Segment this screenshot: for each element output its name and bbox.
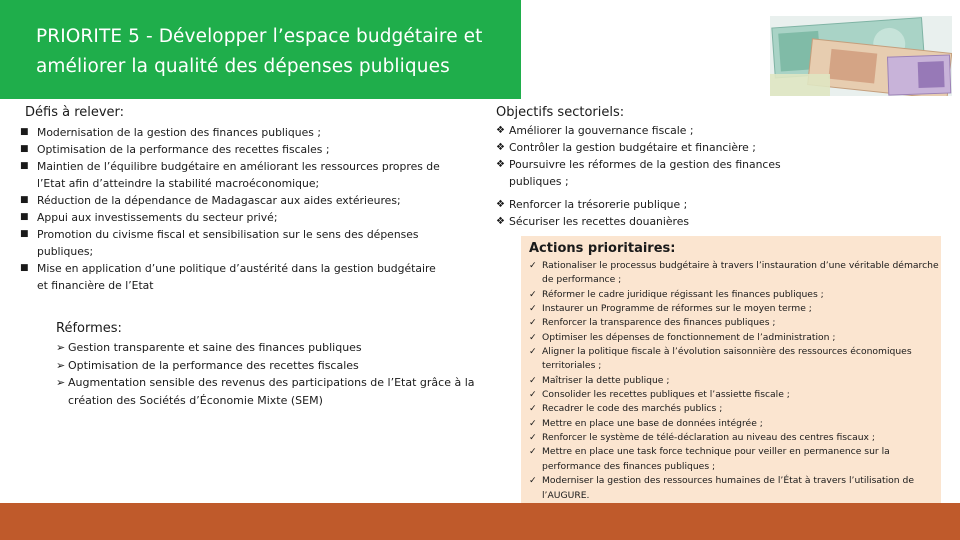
arrow-bullet-icon: ➢ xyxy=(56,341,66,354)
actions-list xyxy=(529,259,939,503)
list-item: ✓ Aligner la politique fiscale à l’évolution saisonnière des ressources économiques territoriales ; xyxy=(529,346,912,372)
diamond-bullet-icon: ❖ xyxy=(496,125,505,136)
list-item: ❖ Contrôler la gestion budgétaire et financière ; xyxy=(496,141,756,154)
list-item: ✓ Mettre en place une base de données intégrée ; xyxy=(529,417,939,431)
checkmark-icon: ✓ xyxy=(529,346,537,358)
list-item: ✓ Renforcer le système de télé-déclaration au niveau des centres fiscaux ; xyxy=(529,431,939,445)
defis-heading: Défis à relever: xyxy=(25,105,125,120)
title-banner xyxy=(0,0,521,99)
checkmark-icon: ✓ xyxy=(529,417,537,429)
list-item: ■ Mise en application d’une politique d’austérité dans la gestion budgétaire et financière de l’Etat xyxy=(20,262,436,292)
checkmark-icon: ✓ xyxy=(529,260,537,271)
slide-title-line-1: PRIORITE 5 - Développer l’espace budgétaire et xyxy=(36,26,483,47)
list-item: ✓ Recadrer le code des marchés publics ; xyxy=(529,402,939,416)
checkmark-icon: ✓ xyxy=(529,303,537,315)
checkmark-icon: ✓ xyxy=(529,374,537,386)
list-item: ■ Réduction de la dépendance de Madagascar aux aides extérieures; xyxy=(20,194,401,207)
actions-panel xyxy=(521,236,941,508)
list-item: ■ Promotion du civisme fiscal et sensibilisation sur le sens des dépenses publiques; xyxy=(20,228,419,258)
square-bullet-icon: ■ xyxy=(20,195,29,205)
list-item: ■ Maintien de l’équilibre budgétaire en améliorant les ressources propres de l’Etat afin d’atteindre la stabilité macroéconomique; xyxy=(20,160,440,190)
square-bullet-icon: ■ xyxy=(20,212,29,222)
arrow-bullet-icon: ➢ xyxy=(56,376,66,389)
diamond-bullet-icon: ❖ xyxy=(496,199,505,210)
checkmark-icon: ✓ xyxy=(529,288,537,300)
square-bullet-icon: ■ xyxy=(20,127,29,137)
list-item: ■ Appui aux investissements du secteur privé; xyxy=(20,211,278,224)
checkmark-icon: ✓ xyxy=(529,331,537,343)
arrow-bullet-icon: ➢ xyxy=(56,358,66,372)
diamond-bullet-icon: ❖ xyxy=(496,159,505,170)
square-bullet-icon: ■ xyxy=(20,229,29,239)
diamond-bullet-icon: ❖ xyxy=(496,216,505,227)
list-item: ✓ Moderniser la gestion des ressources humaines de l’État à travers l’utilisation de l’AUGURE. xyxy=(529,475,914,501)
square-bullet-icon: ■ xyxy=(20,144,29,154)
list-item: ■ Modernisation de la gestion des finances publiques ; xyxy=(20,126,321,139)
square-bullet-icon: ■ xyxy=(20,263,29,273)
checkmark-icon: ✓ xyxy=(529,446,537,458)
list-item: ❖ Renforcer la trésorerie publique ; xyxy=(496,198,688,211)
list-item: ❖ Sécuriser les recettes douanières xyxy=(496,215,690,228)
slide-title xyxy=(36,22,516,82)
list-item: ✓ Instaurer un Programme de réformes sur le moyen terme ; xyxy=(529,302,939,316)
actions-heading: Actions prioritaires: xyxy=(529,241,676,256)
checkmark-icon: ✓ xyxy=(529,475,537,487)
list-item: ❖ Poursuivre les réformes de la gestion des finances publiques ; xyxy=(496,158,781,188)
list-item: ➢ Optimisation de la performance des recettes fiscales xyxy=(56,357,481,375)
list-item: ✓ Mettre en place une task force technique pour veiller en permanence sur la performance des finances publiques ; xyxy=(529,446,890,472)
reformes-list xyxy=(56,339,481,409)
list-item: ✓ Consolider les recettes publiques et l’assiette fiscale ; xyxy=(529,388,939,402)
checkmark-icon: ✓ xyxy=(529,317,537,329)
reformes-heading: Réformes: xyxy=(56,321,122,336)
square-bullet-icon: ■ xyxy=(20,161,29,171)
footer-bar xyxy=(0,503,960,540)
objectifs-heading: Objectifs sectoriels: xyxy=(496,105,625,120)
checkmark-icon: ✓ xyxy=(529,432,537,444)
diamond-bullet-icon: ❖ xyxy=(496,142,505,153)
checkmark-icon: ✓ xyxy=(529,403,537,415)
list-item: ✓ Optimiser les dépenses de fonctionnement de l’administration ; xyxy=(529,331,939,345)
list-item: ✓ Renforcer la transparence des finances publiques ; xyxy=(529,316,939,330)
slide-title-line-2: améliorer la qualité des dépenses publiques xyxy=(36,56,450,77)
list-item: ➢ Augmentation sensible des revenus des participations de l’Etat grâce à la création des Sociétés d’Économie Mixte (SEM) xyxy=(56,376,475,407)
list-item: ■ Optimisation de la performance des recettes fiscales ; xyxy=(20,143,330,156)
list-item: ➢ Gestion transparente et saine des finances publiques xyxy=(56,339,481,357)
list-item: ✓ Réformer le cadre juridique régissant les finances publiques ; xyxy=(529,288,939,302)
checkmark-icon: ✓ xyxy=(529,389,537,401)
list-item: ✓ Maîtriser la dette publique ; xyxy=(529,374,939,388)
defis-list xyxy=(20,124,440,294)
list-item: ✓ Rationaliser le processus budgétaire à travers l’instauration d’une véritable démarche de performance ; xyxy=(529,260,939,286)
list-item: ❖ Améliorer la gouvernance fiscale ; xyxy=(496,124,694,137)
banknotes-image xyxy=(770,16,952,96)
objectifs-list xyxy=(496,122,811,230)
